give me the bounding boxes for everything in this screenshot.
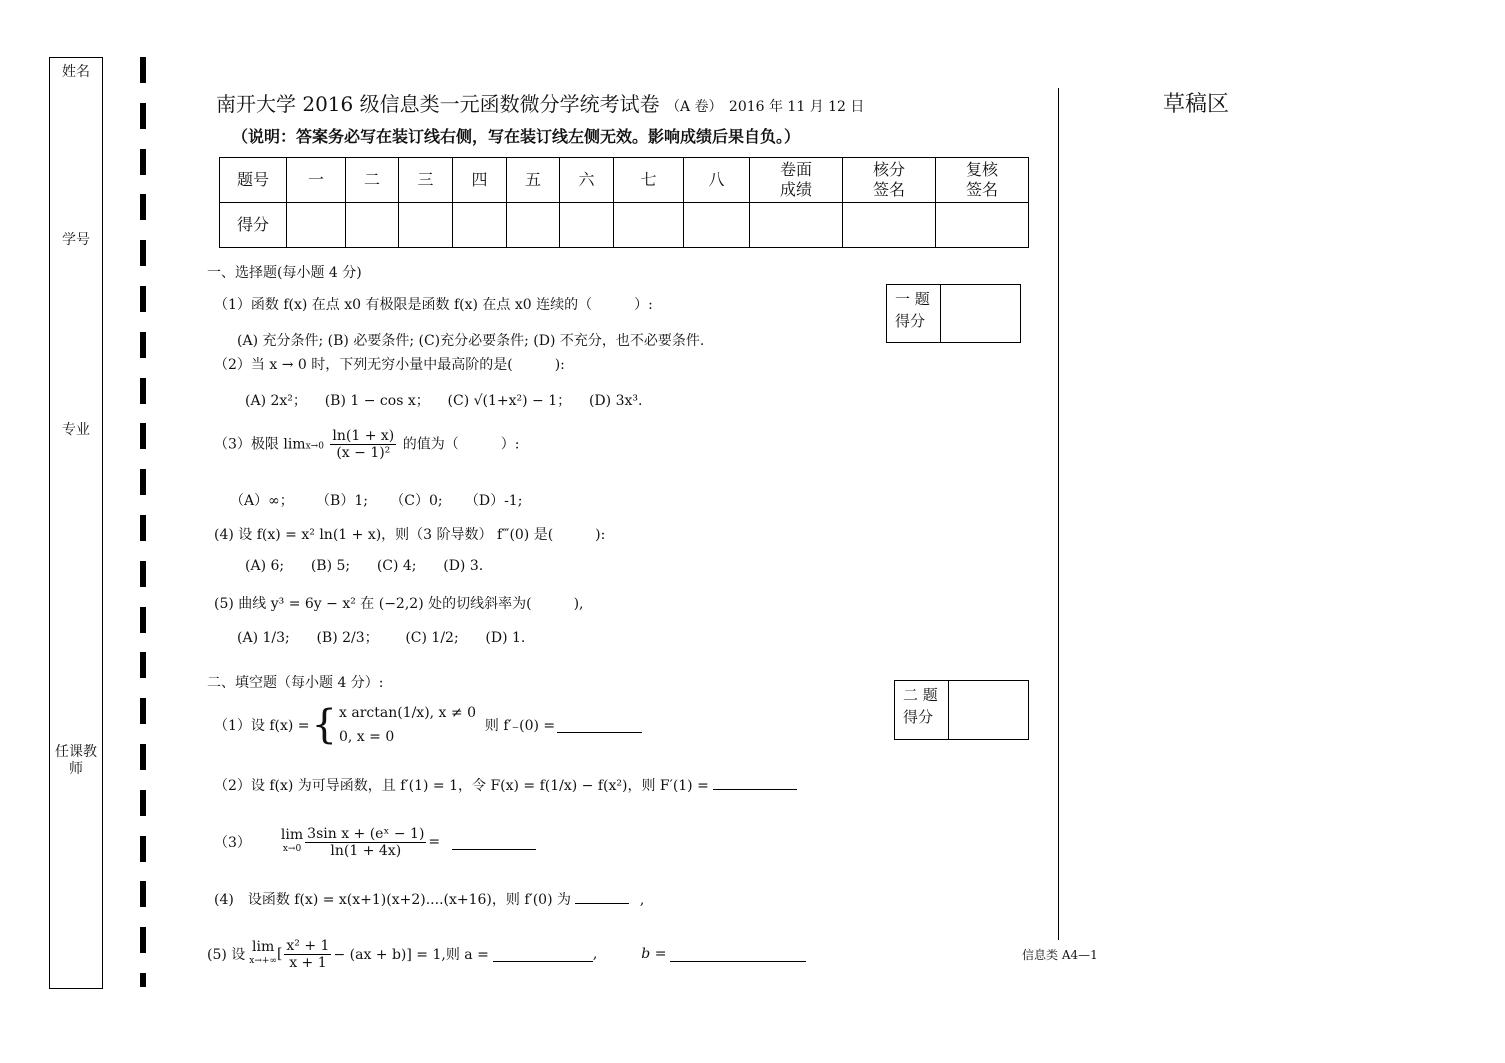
q2-5-bracket: [ xyxy=(276,946,283,962)
score-cell-5[interactable] xyxy=(507,203,560,248)
binding-dash xyxy=(140,423,146,449)
q2-5-fraction xyxy=(284,938,331,971)
q2-1-prefix: （1）设 f(x) = xyxy=(214,718,310,734)
score-header-2: 二 xyxy=(346,158,399,203)
q2-3-limit xyxy=(281,828,303,856)
binding-dash xyxy=(140,698,146,724)
q2-2-stem xyxy=(214,775,797,795)
q2-4-text: (4) 设函数 f(x) = x(x+1)(x+2)....(x+16)，则 f′(0) 为 xyxy=(214,892,571,908)
q1-2-option-d: (D) 3x³. xyxy=(588,393,643,409)
section1-heading: 一、选择题(每小题 4 分) xyxy=(207,265,362,281)
q2-3-denominator: ln(1 + 4x) xyxy=(330,842,402,859)
instruction-note: （说明：答案务必写在装订线右侧，写在装订线左侧无效。影响成绩后果自负。） xyxy=(232,127,801,146)
section1-score-box xyxy=(886,284,1021,343)
q2-4-stem xyxy=(214,889,644,909)
binding-dash xyxy=(140,332,146,358)
q1-1-stem: （1）函数 f(x) 在点 x0 有极限是函数 f(x) 在点 x0 连续的（ ）: xyxy=(214,297,653,313)
q2-5-b-label: b = xyxy=(641,946,667,962)
q2-1-case2: 0, x = 0 xyxy=(339,729,395,745)
binding-dash xyxy=(140,927,146,953)
exam-date: 2016 年 11 月 12 日 xyxy=(728,99,865,115)
section1-score-cell[interactable] xyxy=(941,285,1020,342)
q1-5-option-c: (C) 1/2; xyxy=(405,630,459,646)
q2-3-lim-sub: x→0 xyxy=(282,844,302,854)
q1-5-option-d: (D) 1. xyxy=(485,630,526,646)
binding-dash xyxy=(140,240,146,266)
q1-2-option-c: (C) √(1+x²) − 1； xyxy=(447,393,572,409)
q1-3-option-c: （C）0; xyxy=(390,493,443,509)
q1-2-option-a: (A) 2x²； xyxy=(245,393,307,409)
q1-4-option-a: (A) 6; xyxy=(245,558,285,574)
q1-2-options xyxy=(245,390,642,410)
paper-version: （A 卷） xyxy=(665,99,723,115)
score-header-8: 八 xyxy=(684,158,750,203)
q1-5-option-a: (A) 1/3; xyxy=(237,630,290,646)
binding-dash xyxy=(140,744,146,770)
binding-dash xyxy=(140,286,146,312)
q1-4-option-b: (B) 5; xyxy=(310,558,351,574)
q2-3-answer-blank[interactable] xyxy=(452,835,536,850)
q1-4-stem: (4) 设 f(x) = x² ln(1 + x)，则（3 阶导数） f‴(0) 是( ): xyxy=(214,527,606,543)
instructor-label: 任课教师 xyxy=(55,744,97,777)
page-footer: 信息类 A4—1 xyxy=(1022,948,1098,962)
score-row-label: 得分 xyxy=(220,203,287,248)
score-cell-10[interactable] xyxy=(843,203,936,248)
score-header-6: 六 xyxy=(560,158,614,203)
binding-dash xyxy=(140,881,146,907)
q2-3-numerator: 3sin x + (eˣ − 1) xyxy=(307,825,425,842)
section2-score-cell[interactable] xyxy=(949,681,1028,739)
q2-5-a-answer-blank[interactable] xyxy=(493,947,593,962)
q1-2-option-b: (B) 1 − cos x； xyxy=(324,393,430,409)
draft-divider xyxy=(1058,88,1059,940)
q2-5-rest: − (ax + b)] = 1,则 a = xyxy=(333,947,489,963)
q2-5-b-answer-blank[interactable] xyxy=(670,947,806,962)
q1-3-options xyxy=(230,490,522,510)
binding-dash xyxy=(140,973,146,987)
q2-5-lim-sub: x→+∞ xyxy=(249,956,277,966)
brace-icon: { xyxy=(311,702,337,748)
binding-dash xyxy=(140,378,146,404)
q2-5-limit xyxy=(249,940,277,968)
score-table xyxy=(219,157,1029,248)
score-header-3: 三 xyxy=(399,158,453,203)
score-cell-8[interactable] xyxy=(684,203,750,248)
section2-score-box xyxy=(894,680,1029,740)
q2-1-suffix: 则 f′₋(0) = xyxy=(484,718,556,734)
name-label: 姓名 xyxy=(62,64,90,80)
q1-5-options xyxy=(237,627,525,647)
q2-2-text: （2）设 f(x) 为可导函数，且 f′(1) = 1，令 F(x) = f(1/x) − f(x²)，则 F′(1) = xyxy=(214,778,709,794)
student-id-label: 学号 xyxy=(62,232,90,248)
section2-score-label: 二 题 得分 xyxy=(895,681,949,739)
score-header-7: 七 xyxy=(614,158,684,203)
score-header-9: 卷面 成绩 xyxy=(750,158,843,203)
score-cell-9[interactable] xyxy=(750,203,843,248)
q1-3-denominator: (x − 1)² xyxy=(336,445,391,461)
q2-3-prefix: （3） xyxy=(214,835,251,851)
score-header-0: 题号 xyxy=(220,158,287,203)
q2-5-denominator: x + 1 xyxy=(289,954,327,971)
q1-4-option-d: (D) 3. xyxy=(443,558,484,574)
exam-title: 南开大学 2016 级信息类一元函数微分学统考试卷 （A 卷） 2016 年 11 月 12 日 xyxy=(216,92,865,116)
q2-1-cases xyxy=(339,701,476,749)
q1-3-suffix: 的值为（ ）: xyxy=(402,436,520,453)
q2-1-answer-blank[interactable] xyxy=(557,718,642,733)
score-cell-4[interactable] xyxy=(453,203,507,248)
q1-3-option-d: （D）-1; xyxy=(464,493,523,509)
major-label: 专业 xyxy=(62,422,90,438)
q1-3-option-b: （B）1; xyxy=(316,493,368,509)
q2-1-case1: x arctan(1/x), x ≠ 0 xyxy=(339,705,476,721)
q2-5-stem xyxy=(207,930,806,978)
q2-3-lim: lim xyxy=(280,827,304,843)
score-cell-11[interactable] xyxy=(936,203,1029,248)
q2-1-stem xyxy=(214,700,642,750)
q2-2-answer-blank[interactable] xyxy=(713,775,797,790)
q1-5-stem: (5) 曲线 y³ = 6y − x² 在 (−2,2) 处的切线斜率为( ), xyxy=(214,596,584,612)
q2-5-prefix: (5) 设 xyxy=(207,947,246,963)
binding-strip xyxy=(49,57,103,989)
binding-dash xyxy=(140,836,146,862)
binding-dash xyxy=(140,561,146,587)
score-cell-1[interactable] xyxy=(287,203,346,248)
score-cell-2[interactable] xyxy=(346,203,399,248)
q1-3-stem xyxy=(214,428,519,461)
q1-3-prefix: （3）极限 lim xyxy=(214,436,306,453)
q1-3-fraction xyxy=(330,428,396,461)
binding-dash xyxy=(140,149,146,175)
q1-2-stem: （2）当 x → 0 时，下列无穷小量中最高阶的是( ): xyxy=(214,357,565,373)
q2-3-fraction xyxy=(305,826,426,859)
q1-3-option-a: （A）∞； xyxy=(230,493,294,509)
binding-dash xyxy=(140,194,146,220)
binding-dash xyxy=(140,469,146,495)
q2-4-answer-blank[interactable] xyxy=(575,889,629,904)
binding-dash xyxy=(140,652,146,678)
q1-3-numerator: ln(1 + x) xyxy=(332,428,395,444)
score-cell-7[interactable] xyxy=(614,203,684,248)
q2-4-end: , xyxy=(639,892,645,908)
q2-5-numerator: x² + 1 xyxy=(286,937,330,954)
q1-1-options: (A) 充分条件; (B) 必要条件; (C)充分必要条件; (D) 不充分，也不必要条件. xyxy=(237,333,705,349)
score-header-4: 四 xyxy=(453,158,507,203)
binding-dash xyxy=(140,790,146,816)
q1-3-limit-sub: x→0 xyxy=(305,441,324,452)
binding-dash xyxy=(140,103,146,129)
binding-dash xyxy=(140,57,146,83)
score-cell-3[interactable] xyxy=(399,203,453,248)
score-header-5: 五 xyxy=(507,158,560,203)
score-header-1: 一 xyxy=(287,158,346,203)
score-header-11: 复核 签名 xyxy=(936,158,1029,203)
binding-dash xyxy=(140,607,146,633)
q1-4-options xyxy=(245,558,483,574)
binding-dash xyxy=(140,515,146,541)
q2-5-lim: lim xyxy=(251,939,275,955)
section1-score-label: 一 题 得分 xyxy=(887,285,941,342)
q2-3-stem xyxy=(214,820,536,864)
score-header-10: 核分 签名 xyxy=(843,158,936,203)
score-cell-6[interactable] xyxy=(560,203,614,248)
q2-3-suffix: = xyxy=(428,834,441,850)
q2-5-comma: , xyxy=(592,946,598,962)
q1-4-option-c: (C) 4; xyxy=(376,558,417,574)
section2-heading: 二、填空题（每小题 4 分）: xyxy=(207,675,384,691)
draft-area-label: 草稿区 xyxy=(1163,92,1230,117)
q1-5-option-b: (B) 2/3； xyxy=(316,630,379,646)
